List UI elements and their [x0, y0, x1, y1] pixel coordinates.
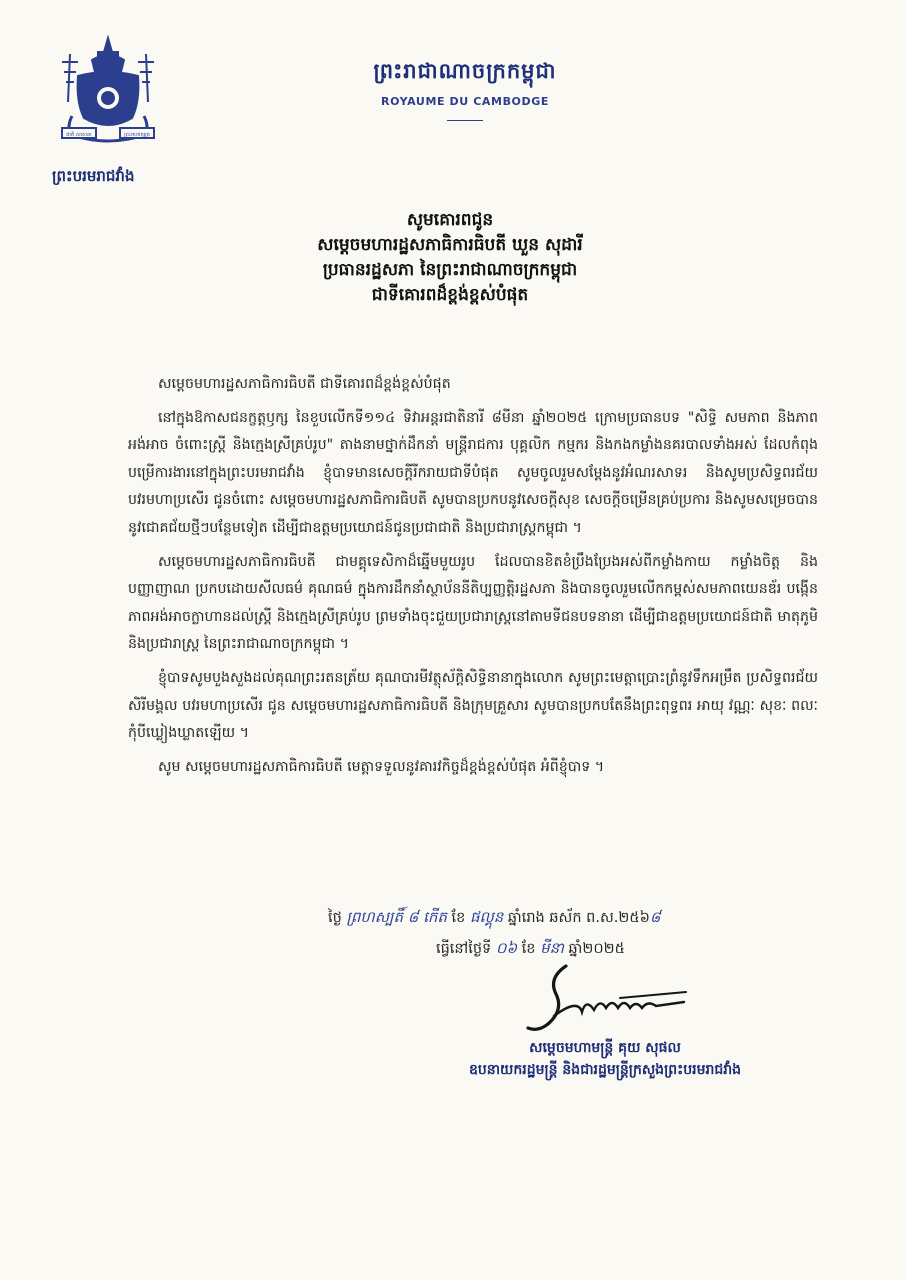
signatory-title: ឧបនាយករដ្ឋមន្ត្រី និងជារដ្ឋមន្ត្រីក្រសួងព្រះបរមរាជវាំង	[468, 1062, 742, 1078]
paragraph-3: ខ្ញុំបាទសូមបួងសួងដល់គុណព្រះរតនត្រ័យ គុណបារមីវត្ថុស័ក្តិសិទ្ធិនានាក្នុងលោក សូមព្រះមេត្តាប្រោះព្រំនូវទឹកអម្រឹត ប្រសិទ្ធពរជ័យ សិរីមង្គល បវរមហាប្រសើរ ជូន សម្តេចមហារដ្ឋសភាធិការធិបតី និងក្រុមគ្រួសារ សូមបានប្រកបតែនឹងព្រះពុទ្ធពរ អាយុ វណ្ណៈ សុខៈ ពលៈ កុំបីឃ្លៀងឃ្លាតឡើយ ។	[128, 669, 818, 742]
lunar-month-handwritten: ផល្គុន	[469, 908, 504, 926]
date-block	[328, 902, 848, 964]
day-handwritten: ០៦	[495, 939, 518, 957]
place-prefix: ធ្វើនៅថ្ងៃទី	[436, 941, 492, 957]
heading-line-3: ប្រធានរដ្ឋសភា នៃព្រះរាជាណាចក្រកម្ពុជា	[322, 260, 578, 280]
header-divider	[447, 120, 483, 121]
heading-line-1: សូមគោរពជូន	[406, 210, 494, 230]
kingdom-title-fr: ROYAUME DU CAMBODGE	[381, 95, 549, 108]
month-label: ខែ	[521, 941, 536, 957]
kingdom-title-kh: ព្រះរាជាណាចក្រកម្ពុជា	[373, 59, 557, 83]
seal-ribbon-right: ព្រះមហាក្សត្រ	[124, 132, 150, 138]
salutation: សម្តេចមហារដ្ឋសភាធិការធិបតី ជាទីគោរពដ៏ខ្ពង់ខ្ពស់បំផុត	[158, 376, 451, 392]
heading-line-2: សម្តេចមហារដ្ឋសភាធិការធិបតី ឃួន សុដារី	[317, 235, 583, 255]
year-text: ឆ្នាំ២០២៥	[568, 941, 625, 957]
month-handwritten: មីនា	[540, 939, 564, 957]
paragraph-1: នៅក្នុងឱកាសជនក្ខត្តឫក្ស នៃខួបលើកទី១១៤ ទិវាអន្តរជាតិនារី ៨មីនា ឆ្នាំ២០២៥ ក្រោមប្រធានបទ "សិទ្ធិ សមភាព និងភាពអង់អាច ចំពោះស្ត្រី និងក្មេងស្រីគ្រប់រូប" តាងនាមថ្នាក់ដឹកនាំ មន្ត្រីរាជការ បុគ្គលិក កម្មករ និងកងកម្លាំងនគរបាលទាំងអស់ ដែលកំពុងបម្រើការងារនៅក្នុងព្រះបរមរាជវាំង ខ្ញុំបាទមានសេចក្តីរីករាយជាទីបំផុត សូមចូលរួមសម្តែងនូវអំណរសាទរ និងសូមប្រសិទ្ធពរជ័យ បវរមហាប្រសើរ ជូនចំពោះ សម្តេចមហារដ្ឋសភាធិការធិបតី សូមបានប្រកបនូវសេចក្តីសុខ សេចក្តីចម្រើនគ្រប់ប្រការ និងសូមសម្រេចបាននូវជោគជ័យថ្មីៗបន្ថែមទៀត ដើម្បីជាឧត្តមប្រយោជន៍ជូនប្រជាជាតិ និងប្រជារាស្ត្រកម្ពុជា ។	[128, 409, 818, 536]
lunar-prefix: ថ្ងៃ	[328, 910, 342, 926]
addressee-heading	[150, 208, 750, 308]
signatory-block	[400, 1037, 810, 1081]
closing-line: សូម សម្តេចមហារដ្ឋសភាធិការធិបតី មេត្តាទទួលនូវគារវកិច្ចដ៏ខ្ពង់ខ្ពស់បំផុត អំពីខ្ញុំបាទ ។	[158, 758, 605, 775]
paragraph-2: សម្តេចមហារដ្ឋសភាធិការធិបតី ជាមគ្គុទេសិកាដ៏ឆ្នើមមួយរូប ដែលបានខិតខំប្រឹងប្រែងអស់ពីកម្លាំងកាយ កម្លាំងចិត្ត និងបញ្ញាញាណ ប្រកបដោយសីលធម៌ គុណធម៌ ក្នុងការដឹកនាំស្ថាប័ននីតិប្បញ្ញត្តិរដ្ឋសភា និងបានចូលរួមលើកកម្ពស់សមភាពយេនឌ័រ បង្កើនភាពអង់អាចក្លាហានដល់ស្ត្រី និងក្មេងស្រីគ្រប់រូប ព្រមទាំងចុះជួយប្រជារាស្ត្រនៅតាមទីជនបទនានា ដើម្បីជាឧត្តមប្រយោជន៍ជាតិ មាតុភូមិ និងប្រជារាស្ត្រ នៃព្រះរាជាណាចក្រកម្ពុជា ។	[128, 553, 818, 653]
lunar-year-handwritten: ៨	[649, 908, 661, 926]
ministry-label: ព្រះបរមរាជវាំង	[52, 167, 135, 185]
lunar-month-label: ខែ	[451, 910, 466, 926]
seal-ribbon-left: ជាតិ សាសនា	[66, 132, 92, 138]
letter-body	[128, 371, 818, 781]
lunar-day-handwritten: ព្រហស្បតិ៍ ៨ កើត	[346, 908, 447, 926]
lunar-date	[328, 902, 848, 933]
kingdom-header	[300, 58, 630, 121]
signatory-name: សម្តេចមហាមន្ត្រី គុយ សុផល	[529, 1040, 681, 1056]
royal-seal-icon	[48, 32, 168, 162]
lunar-year: ឆ្នាំរោង ឆស័ក ព.ស.២៥៦	[507, 910, 650, 926]
heading-line-4: ជាទីគោរពដ៏ខ្ពង់ខ្ពស់បំផុត	[371, 285, 529, 305]
handwritten-signature	[508, 958, 708, 1038]
